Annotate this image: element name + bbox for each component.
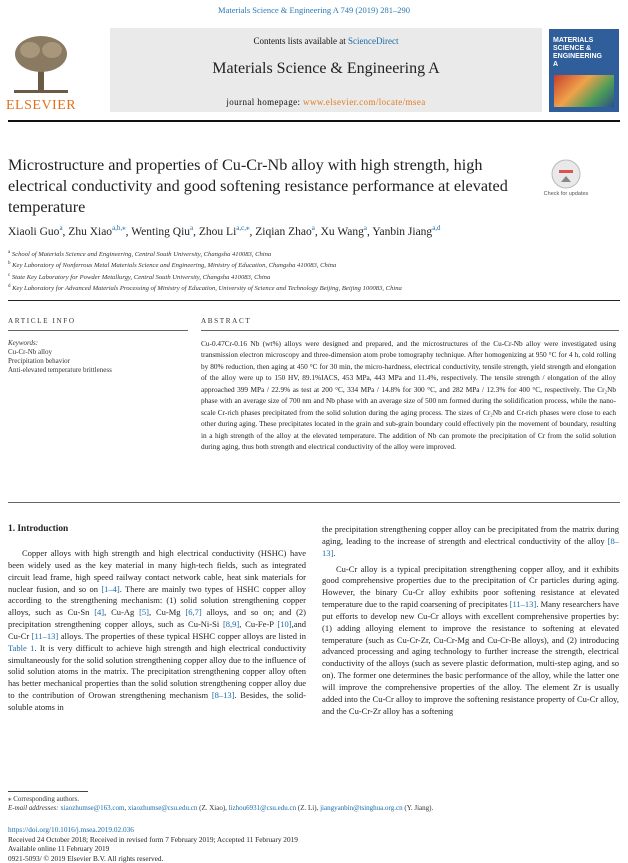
homepage-prefix: journal homepage: [226,97,300,107]
body-text: Copper alloys with high strength and high electrical conductivity (HSHC) have been widely used as the key material in many high-tech fields, such as integrated circuit lead frame, high speed railway contact network cable, heat sink materials for nuclear fusion, and so on [8,548,306,594]
online-date: Available online 11 February 2019 [8,844,308,854]
introduction-left-column [8,548,306,714]
body-text: , Cu-Fe-P [239,619,277,629]
keyword: Precipitation behavior [8,357,168,366]
body-text: ,and Cu-Cr [8,619,306,641]
reference-link[interactable]: [10] [277,619,291,629]
abstract-rule [201,330,619,331]
introduction-heading: 1. Introduction [8,524,68,534]
author-affiliation-marker[interactable]: a [190,224,193,232]
author-affiliation-marker[interactable]: a,c,⁎ [236,224,249,232]
body-text: . It is very difficult to achieve high strength and high electrical conductivity simultaneously for the solid solution strengthening copper alloy due to the influence of solid solution atoms in the matrix. The precipitation strengthening copper alloy often has better mechanical properties than the solid solution strengthening copper alloy due to the contribution of Orowan strengthening mechanism [8,643,306,700]
introduction-right-column [322,524,619,718]
author-affiliation-marker[interactable]: a,d [432,224,440,232]
author-name[interactable]: Zhu Xiao [68,226,112,238]
email-link[interactable]: jiangyanbin@tsinghua.org.cn [320,804,403,812]
reference-link[interactable]: [8–13] [322,536,619,558]
journal-cover[interactable] [549,29,619,112]
copyright: 0921-5093/ © 2019 Elsevier B.V. All rights reserved. [8,854,308,863]
affiliation-marker: b [8,261,11,266]
author-name[interactable]: Ziqian Zhao [255,226,312,238]
author-name[interactable]: Yanbin Jiang [372,226,432,238]
body-text: . [333,548,335,558]
body-text: Cu-Cr alloy is a typical precipitation strengthening copper alloy, and it exhibits good comprehensive properties due to the precipitation of Cr particles during aging. However, the binary Cu-Cr alloy exhibits poor softening resistance at elevated temperature due to the rapid coarsening of precipitates [322,564,619,610]
introduction-paragraph [322,564,619,718]
keyword: Anti-elevated temperature brittleness [8,366,168,375]
cover-image [554,75,614,107]
abstract-text: Cu-0.47Cr-0.16 Nb (wt%) alloys were designed and prepared, and the microstructures of the Cu-Cr-Nb alloy were investigated using transmission electron microscopy and three-dimension atom probe tomography technique. After homogenizing at 950 °C for 4 h, cold rolling by 80% reduction, then aging at 450 °C for 30 min, the micro-hardness, electrical conductivity, tensile strength, yield strength and elongation of the alloy were up to 150 HV, 89.1%IACS, 453 MPa, 443 MPa and 11.4%, respectively. The tensile strength / elongation of the alloy approached 399 MPa / 22.9% as test at 200 °C, 334 MPa / 14.8% for 300 °C, and 282 MPa / 12.3% for 400 °C, respectively. The Cr₂Nb phase with an average size of 700 nm and Nb phase with an average size of 500 nm formed during the solidification process, while the nano-scale Cr-rich phases precipitated from the solid solution during the aging process. The sizes of Cr₂Nb and Cr-rich phases were close to each other during aging. These precipitates located in the grain and sub-grain boundary could effectively pin the movement of boundary, resulting in a high strength of the alloy at the elevated temperature. The addition of Nb can promote the precipitation of Cr from the solid solution during aging, thus both strength and electrical conductivity of the alloy were improved. [201,338,616,453]
body-text: alloys. The properties of these typical HSHC copper alloys are listed in [58,631,306,641]
body-text: the precipitation strengthening copper alloy can be precipitated from the matrix during aging, leading to the increase of strength and electrical conductivity of the alloy [322,524,619,546]
email-link[interactable]: xiaozhumse@163.com [60,804,124,812]
journal-title: Materials Science & Engineering A [110,60,542,78]
reference-link[interactable]: [11–13] [32,631,59,641]
contents-line [110,36,542,46]
footnote-rule [8,791,88,792]
article-meta [8,825,308,863]
keywords-label: Keywords: [8,339,38,347]
email-line: E-mail addresses: xiaozhumse@163.com, xiaozhumse@csu.edu.cn (Z. Xiao), lizhou6931@csu.edu.cn (Z. Li), jiangyanbin@tsinghua.org.cn (Y. Jiang). [8,804,608,813]
sciencedirect-link[interactable]: ScienceDirect [348,36,398,46]
affiliation: $^a$ School of Materials Science and Engineering, Central South University, Changsha 410083, China [8,248,608,259]
article-info-rule [8,330,188,331]
check-for-updates-label: Check for updates [541,191,591,197]
affiliation-list [8,248,608,294]
contents-prefix: Contents lists available at [254,36,346,46]
abstract-end-rule [8,502,620,503]
received-dates: Received 24 October 2018; Received in revised form 7 February 2019; Accepted 11 February 2019 [8,835,308,845]
author-affiliation-marker[interactable]: a,b,⁎ [112,224,126,232]
author-name[interactable]: Xiaoli Guo [8,226,59,238]
corresponding-footnote [8,795,608,813]
body-text: , Cu-Ag [104,607,139,617]
author-affiliation-marker[interactable]: a [59,224,62,232]
corresponding-authors-note: ⁎ Corresponding authors. [8,795,608,804]
keyword: Cu-Cr-Nb alloy [8,348,168,357]
header-rule [8,120,620,122]
body-text: alloys, and so on; and (2) precipitation strengthening copper alloys, such as Cu-Ni-Si [8,607,306,629]
cover-title: MATERIALS SCIENCE & ENGINEERING A [553,37,615,69]
author-name[interactable]: Wenting Qiu [131,226,190,238]
author-name[interactable]: Xu Wang [321,226,364,238]
cover-sub: A [553,61,558,68]
email-link[interactable]: lizhou6931@csu.edu.cn [229,804,297,812]
reference-link[interactable]: [8,9] [223,619,239,629]
reference-link[interactable]: Table 1 [8,643,34,653]
reference-link[interactable]: [6,7] [185,607,201,617]
body-text: . Besides, the solid-soluble atoms in [8,690,306,712]
homepage-link[interactable]: www.elsevier.com/locate/msea [303,97,426,107]
publisher-wordmark: ELSEVIER [6,98,76,114]
article-title: Microstructure and properties of Cu-Cr-Nb alloy with high strength, high electrical conductivity and good softening resistance performance at elevated temperature [8,155,528,218]
body-text: . There are mainly two types of HSHC copper alloy according to the strengthening mechanism: (1) solid solution strengthening copper alloys, such as Cu-Sn [8,584,306,618]
author-name[interactable]: Zhou Li [199,226,236,238]
reference-link[interactable]: [4] [94,607,104,617]
check-for-updates-icon[interactable] [549,158,583,194]
email-label: E-mail addresses: [8,804,58,812]
body-text: , Cu-Mg [149,607,185,617]
reference-link[interactable]: [5] [139,607,149,617]
affiliation-marker: a [8,250,10,255]
reference-link[interactable]: [11–13] [510,599,537,609]
introduction-paragraph [322,524,619,560]
author-list: Xiaoli Guo$^a$, Zhu Xiao$^{a,b,⁎}$, Wenting Qiu$^a$, Zhou $Li^{a,c,⁎}$, Ziqian Zhao$^a$, Xu Wang$^a$, Yanbin Jiang$^{a,d}$ [8,224,608,238]
email-link[interactable]: xiaozhumse@csu.edu.cn [128,804,197,812]
abstract-heading: ABSTRACT [201,317,251,325]
affiliation: $^b$ Key Laboratory of Nonferrous Metal Materials Science and Engineering, Ministry of Education, Changsha 410083, China [8,259,608,270]
elsevier-tree-logo [6,30,76,100]
reference-link[interactable]: [8–13] [212,690,235,700]
doi-link[interactable]: https://doi.org/10.1016/j.msea.2019.02.036 [8,825,308,835]
affiliation-rule [8,300,620,301]
affiliation-marker: c [8,273,10,278]
body-text: . Many researchers have put efforts to develop new Cu-Cr alloys with excellent comprehensive properties by: (1) adding alloying element to improve the resistance to softening at elevated temperature (such as Cu-Cr-Zr, Cu-Cr-Mg and Cu-Cr-Be alloys), and (2) introducing advanced processing and aging technology to further increase the strength, electrical conductivity of the alloys (such as severe plastic deformation, multi-step aging, and so on). The former one determines the basic performance of the alloy, while the latter one will improve the comprehensive properties of the alloy. The element Zr is usually added into the Cu-Cr alloy to improve the softening resistance property of Cu-Cr alloy, and the Cu-Cr-Zr alloy has a softening [322,599,619,716]
affiliation: $^d$ Key Laboratory for Advanced Materials Processing of Ministry of Education, University of Science and Technology Beijing, Beijing 100083, China [8,282,608,293]
keywords-list [8,348,168,375]
affiliation: $^c$ State Key Laboratory for Powder Metallurgy, Central South University, Changsha 410083, China [8,271,608,282]
journal-homepage [110,97,542,107]
journal-citation[interactable]: Materials Science & Engineering A 749 (2019) 281–290 [0,5,628,15]
reference-link[interactable]: [1–4] [101,584,119,594]
affiliation-marker: d [8,284,11,289]
author-affiliation-marker[interactable]: a [364,224,367,232]
article-info-heading: ARTICLE INFO [8,317,76,325]
author-affiliation-marker[interactable]: a [312,224,315,232]
